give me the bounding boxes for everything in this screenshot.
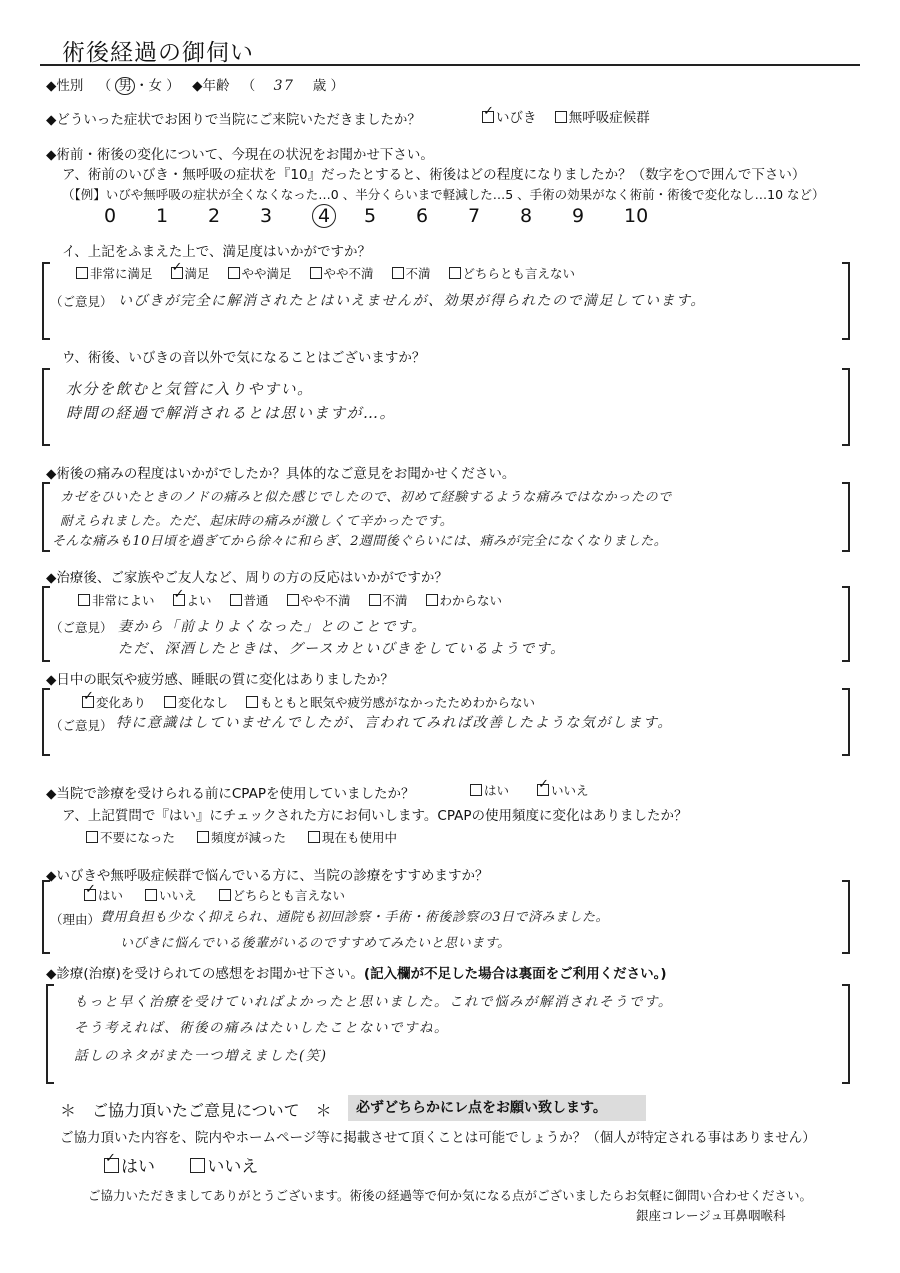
scale-8[interactable]: 8 bbox=[520, 205, 533, 227]
scale-3[interactable]: 3 bbox=[260, 205, 273, 227]
page-title: 術後経過の御伺い bbox=[62, 40, 254, 66]
impression-note: (記入欄が不足した場合は裏面をご利用ください。) bbox=[363, 966, 667, 982]
change-example bbox=[62, 185, 825, 203]
gender-separator: ・ bbox=[134, 78, 149, 94]
consent-heading: ＊ ご協力頂いたご意見について ＊ bbox=[60, 1101, 332, 1120]
family-opinion-line-2[interactable]: ただ、深酒したときは、グースカといびきをしているようです。 bbox=[118, 641, 566, 657]
option-label: はい bbox=[484, 783, 510, 798]
checkbox-ibiki[interactable] bbox=[482, 111, 494, 123]
consent-options bbox=[104, 1152, 258, 1177]
title-divider bbox=[40, 64, 860, 66]
example-text: 【例】いびや無呼吸の症状が全くなくなった…0 、半分くらいまで軽減した…5 、手術の効果がなく術前・術後で変化なし…10 など） bbox=[74, 187, 825, 202]
bracket-left bbox=[42, 482, 50, 552]
checkbox-very-good[interactable] bbox=[78, 594, 90, 606]
checkbox-satisfied[interactable] bbox=[171, 267, 183, 279]
checkbox-somewhat-dissatisfied[interactable] bbox=[287, 594, 299, 606]
bracket-right bbox=[842, 586, 850, 662]
family-opinion-line-1[interactable]: 妻から「前よりよくなった」とのことです。 bbox=[118, 619, 427, 635]
checkbox-consent-no[interactable] bbox=[190, 1158, 205, 1173]
checkbox-very-satisfied[interactable] bbox=[76, 267, 88, 279]
age-label: ◆年齢 bbox=[192, 78, 230, 94]
other-concerns-question: ウ、術後、いびきの音以外で気になることはございますか？ bbox=[62, 350, 426, 366]
impression-question bbox=[46, 962, 667, 982]
impression-line-1[interactable]: もっと早く治療を受けていればよかったと思いました。これで悩みが解消されそうです。 bbox=[74, 994, 673, 1010]
daytime-options bbox=[82, 693, 535, 711]
bracket-left bbox=[42, 880, 50, 954]
option-label: わからない bbox=[439, 593, 503, 608]
gender-female[interactable]: 女 bbox=[148, 78, 162, 94]
option-label: はい bbox=[98, 888, 124, 903]
option-label: 変化あり bbox=[96, 695, 147, 710]
bracket-right bbox=[842, 688, 850, 756]
footer-thanks: ご協力いただきましてありがとうございます。術後の経過等で何か気になる点がございましたらお気軽に御問い合わせください。 bbox=[88, 1188, 813, 1203]
option-label: 普通 bbox=[243, 593, 269, 608]
checkbox-cpap-no[interactable] bbox=[537, 784, 549, 796]
bracket-right bbox=[842, 984, 850, 1084]
scale-0[interactable]: 0 bbox=[104, 205, 117, 227]
recommend-reason-line-1[interactable]: 費用負担も少なく抑えられ、通院も初回診察・手術・術後診察の3日で済みました。 bbox=[100, 910, 610, 925]
satisfaction-opinion[interactable]: いびきが完全に解消されたとはいえませんが、効果が得られたので満足しています。 bbox=[118, 293, 706, 309]
scale-9[interactable]: 9 bbox=[572, 205, 585, 227]
option-label: もともと眠気や疲労感がなかったためわからない bbox=[260, 695, 536, 710]
option-label: 不満 bbox=[405, 266, 431, 281]
option-label: どちらとも言えない bbox=[462, 266, 576, 281]
scale-4-selected[interactable]: 4 bbox=[312, 204, 336, 228]
scale-1[interactable]: 1 bbox=[156, 205, 169, 227]
age-unit: 歳 bbox=[312, 78, 327, 94]
option-label: 非常によい bbox=[92, 593, 155, 608]
family-question: ◆治療後、ご家族やご友人など、周りの方の反応はいかがですか？ bbox=[46, 570, 448, 586]
option-label: いいえ bbox=[551, 783, 589, 798]
bracket-left bbox=[42, 586, 50, 662]
opinion-label: （ご意見） bbox=[50, 718, 113, 733]
change-subquestion: ア、術前のいびき・無呼吸の症状を『10』だったとすると、術後はどの程度になりましたか？（数字を○で囲んで下さい） bbox=[62, 167, 806, 183]
satisfaction-question: イ、上記をふまえた上で、満足度はいかがですか？ bbox=[62, 244, 372, 260]
consent-question: ご協力頂いた内容を、院内やホームページ等に掲載させて頂くことは可能でしょうか？（個人が特定される事はありません） bbox=[60, 1130, 816, 1146]
option-label: いいえ bbox=[207, 1157, 259, 1177]
option-ibiki-label: いびき bbox=[496, 110, 537, 126]
bracket-left bbox=[42, 368, 50, 446]
option-apnea-label: 無呼吸症候群 bbox=[568, 110, 650, 126]
scale-7[interactable]: 7 bbox=[468, 205, 481, 227]
daytime-opinion[interactable]: 特に意識はしていませんでしたが、言われてみれば改善したような気がします。 bbox=[116, 715, 673, 731]
option-label: 不要になった bbox=[100, 830, 176, 845]
checkbox-neither[interactable] bbox=[449, 267, 461, 279]
opinion-label: （ご意見） bbox=[50, 294, 113, 309]
option-label: 現在も使用中 bbox=[322, 830, 398, 845]
bracket-right bbox=[842, 262, 850, 340]
symptom-question: ◆どういった症状でお困りで当院にご来院いただきましたか？ bbox=[46, 112, 421, 128]
scale-2[interactable]: 2 bbox=[208, 205, 221, 227]
opinion-label: （ご意見） bbox=[50, 620, 113, 635]
checkbox-dissatisfied[interactable] bbox=[369, 594, 381, 606]
consent-banner: 必ずどちらかにレ点をお願い致します。 bbox=[348, 1095, 646, 1121]
checkbox-somewhat-satisfied[interactable] bbox=[228, 267, 240, 279]
recommend-reason-line-2[interactable]: いびきに悩んでいる後輩がいるのですすめてみたいと思います。 bbox=[120, 936, 511, 951]
checkbox-good[interactable] bbox=[173, 594, 185, 606]
family-options bbox=[78, 591, 502, 609]
age-open: （ bbox=[241, 78, 256, 94]
checkbox-changed[interactable] bbox=[82, 696, 94, 708]
option-label: いいえ bbox=[159, 888, 197, 903]
checkbox-no-change[interactable] bbox=[164, 696, 176, 708]
symptom-options bbox=[482, 106, 650, 126]
option-label: やや不満 bbox=[323, 266, 374, 281]
profile-row bbox=[46, 74, 344, 94]
option-label: 頻度が減った bbox=[211, 830, 287, 845]
option-label: やや不満 bbox=[300, 593, 351, 608]
gender-label: ◆性別 bbox=[46, 78, 84, 94]
gender-close: ） bbox=[166, 78, 180, 94]
checkbox-dissatisfied[interactable] bbox=[392, 267, 404, 279]
impression-line-3[interactable]: 話しのネタがまた一つ増えました(笑) bbox=[74, 1048, 328, 1064]
checkbox-somewhat-dissatisfied[interactable] bbox=[310, 267, 322, 279]
gender-male[interactable]: 男 bbox=[115, 77, 135, 95]
checkbox-still-using[interactable] bbox=[308, 831, 320, 843]
cpap-options bbox=[470, 781, 589, 799]
checkbox-unknown[interactable] bbox=[426, 594, 438, 606]
pain-line-1[interactable]: カゼをひいたときのノドの痛みと似た感じでしたので、初めて経験するような痛みではなかったので bbox=[60, 490, 672, 505]
scale-10[interactable]: 10 bbox=[624, 205, 649, 227]
option-label: 不満 bbox=[382, 593, 408, 608]
example-open: （ bbox=[62, 187, 75, 202]
bracket-right bbox=[842, 880, 850, 954]
option-label: よい bbox=[186, 593, 212, 608]
scale-5[interactable]: 5 bbox=[364, 205, 377, 227]
gender-open: （ bbox=[97, 78, 112, 94]
option-label: はい bbox=[121, 1157, 155, 1177]
option-label: やや満足 bbox=[241, 266, 292, 281]
recommend-options bbox=[84, 886, 345, 904]
recommend-question: ◆いびきや無呼吸症候群で悩んでいる方に、当院の診療をすすめますか？ bbox=[46, 868, 489, 884]
bracket-left bbox=[42, 688, 50, 756]
cpap-question: ◆当院で診療を受けられる前にCPAPを使用していましたか？ bbox=[46, 786, 415, 802]
checkbox-cpap-yes[interactable] bbox=[470, 784, 482, 796]
checkbox-normal[interactable] bbox=[230, 594, 242, 606]
checkbox-recommend-yes[interactable] bbox=[84, 889, 96, 901]
checkbox-not-needed[interactable] bbox=[86, 831, 98, 843]
checkbox-recommend-no[interactable] bbox=[145, 889, 157, 901]
option-label: 満足 bbox=[184, 266, 210, 281]
checkbox-unknown[interactable] bbox=[246, 696, 258, 708]
pain-line-2[interactable]: 耐えられました。ただ、起床時の痛みが激しくて辛かったです。 bbox=[60, 514, 454, 529]
bracket-left bbox=[46, 984, 54, 1084]
pain-question: ◆術後の痛みの程度はいかがでしたか？具体的なご意見をお聞かせください。 bbox=[46, 466, 516, 482]
option-label: どちらとも言えない bbox=[232, 888, 346, 903]
bracket-right bbox=[842, 368, 850, 446]
impression-question-text: ◆診療(治療)を受けられての感想をお聞かせ下さい。 bbox=[46, 966, 364, 982]
clinic-name: 銀座コレージュ耳鼻咽喉科 bbox=[636, 1208, 786, 1223]
other-concerns-line-1[interactable]: 水分を飲むと気管に入りやすい。 bbox=[66, 380, 314, 398]
impression-line-2[interactable]: そう考えれば、術後の痛みはたいしたことないですね。 bbox=[74, 1020, 449, 1036]
change-heading: ◆術前・術後の変化について、今現在の状況をお聞かせ下さい。 bbox=[46, 147, 434, 163]
age-close: ） bbox=[330, 78, 344, 94]
satisfaction-options bbox=[76, 264, 575, 282]
reason-label: （理由） bbox=[50, 912, 101, 927]
severity-scale bbox=[104, 204, 676, 228]
bracket-left bbox=[42, 262, 50, 340]
checkbox-consent-yes[interactable] bbox=[104, 1158, 119, 1173]
checkbox-apnea[interactable] bbox=[555, 111, 567, 123]
daytime-question: ◆日中の眠気や疲労感、睡眠の質に変化はありましたか？ bbox=[46, 672, 394, 688]
option-label: 変化なし bbox=[178, 695, 229, 710]
other-concerns-line-2[interactable]: 時間の経過で解消されるとは思いますが…。 bbox=[66, 404, 397, 422]
scale-6[interactable]: 6 bbox=[416, 205, 429, 227]
cpap-sub-options bbox=[86, 828, 397, 846]
bracket-right bbox=[842, 482, 850, 552]
age-value[interactable]: 37 bbox=[273, 78, 295, 94]
pain-line-3[interactable]: そんな痛みも10日頃を過ぎてから徐々に和らぎ、2週間後ぐらいには、痛みが完全になくなりました。 bbox=[52, 534, 668, 549]
checkbox-less-frequent[interactable] bbox=[197, 831, 209, 843]
cpap-subquestion: ア、上記質問で『はい』にチェックされた方にお伺いします。CPAPの使用頻度に変化はありましたか？ bbox=[62, 808, 688, 824]
option-label: 非常に満足 bbox=[90, 266, 153, 281]
checkbox-recommend-neither[interactable] bbox=[219, 889, 231, 901]
